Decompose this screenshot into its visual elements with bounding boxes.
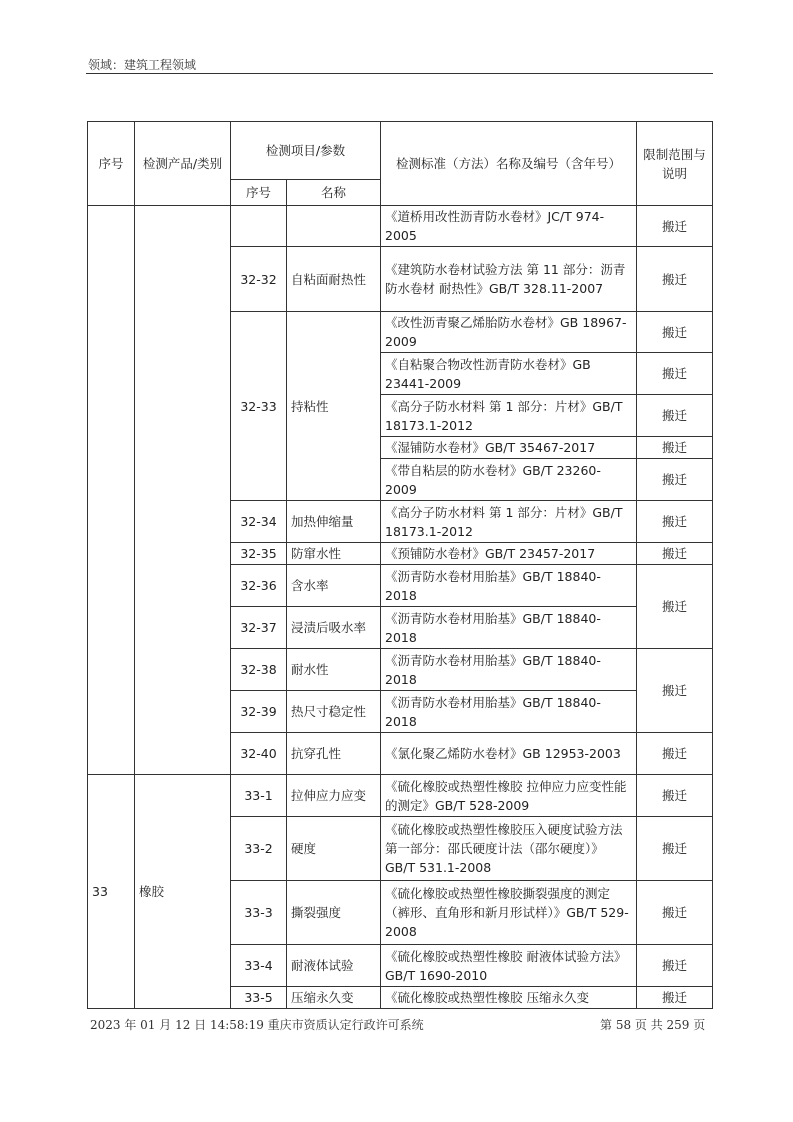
item-name-cell: [287, 206, 381, 247]
item-no-cell: 32-35: [231, 543, 287, 565]
limit-cell: 搬迁: [637, 395, 713, 437]
item-name-cell: 持粘性: [287, 312, 381, 501]
item-no-cell: 33-2: [231, 817, 287, 881]
item-no-cell: 32-39: [231, 691, 287, 733]
table-row: [88, 206, 713, 247]
item-name-cell: 抗穿孔性: [287, 733, 381, 775]
standard-cell: 《自粘聚合物改性沥青防水卷材》GB 23441-2009: [381, 353, 637, 395]
limit-cell: 搬迁: [637, 881, 713, 945]
category-cell: [135, 206, 231, 775]
standard-cell: 《氯化聚乙烯防水卷材》GB 12953-2003: [381, 733, 637, 775]
item-no-cell: 32-34: [231, 501, 287, 543]
header-item-seq: 序号: [231, 180, 287, 206]
header-category: 检测产品/类别: [135, 122, 231, 206]
limit-cell: 搬迁: [637, 543, 713, 565]
standard-cell: 《沥青防水卷材用胎基》GB/T 18840-2018: [381, 649, 637, 691]
table-header-row: [88, 122, 713, 180]
item-name-cell: 自粘面耐热性: [287, 247, 381, 312]
standard-cell: 《湿铺防水卷材》GB/T 35467-2017: [381, 437, 637, 459]
item-no-cell: 32-40: [231, 733, 287, 775]
limit-cell: 搬迁: [637, 459, 713, 501]
item-no-cell: 33-4: [231, 945, 287, 987]
header-items: 检测项目/参数: [231, 122, 381, 180]
category-cell: 橡胶: [135, 775, 231, 1009]
item-name-cell: 加热伸缩量: [287, 501, 381, 543]
limit-cell: 搬迁: [637, 437, 713, 459]
item-name-cell: 拉伸应力应变: [287, 775, 381, 817]
item-no-cell: 32-33: [231, 312, 287, 501]
footer-page-number: 第 58 页 共 259 页: [600, 1018, 706, 1032]
standard-cell: 《带自粘层的防水卷材》GB/T 23260-2009: [381, 459, 637, 501]
standard-cell: 《改性沥青聚乙烯胎防水卷材》GB 18967-2009: [381, 312, 637, 353]
standard-cell: 《硫化橡胶或热塑性橡胶撕裂强度的测定（裤形、直角形和新月形试样）》GB/T 529-2008: [381, 881, 637, 945]
standard-cell: 《沥青防水卷材用胎基》GB/T 18840-2018: [381, 607, 637, 649]
limit-cell: 搬迁: [637, 945, 713, 987]
limit-cell: 搬迁: [637, 353, 713, 395]
item-no-cell: 32-36: [231, 565, 287, 607]
limit-cell: 搬迁: [637, 817, 713, 881]
seq-cell: [88, 206, 135, 775]
item-name-cell: 防窜水性: [287, 543, 381, 565]
item-no-cell: 33-5: [231, 987, 287, 1009]
limit-cell: 搬迁: [637, 987, 713, 1009]
limit-cell: 搬迁: [637, 565, 713, 649]
standard-cell: 《沥青防水卷材用胎基》GB/T 18840-2018: [381, 565, 637, 607]
standard-cell: 《道桥用改性沥青防水卷材》JC/T 974-2005: [381, 206, 637, 247]
item-name-cell: 浸渍后吸水率: [287, 607, 381, 649]
limit-cell: 搬迁: [637, 733, 713, 775]
standard-cell: 《沥青防水卷材用胎基》GB/T 18840-2018: [381, 691, 637, 733]
header-limit: 限制范围与说明: [637, 122, 713, 206]
header-item-name: 名称: [287, 180, 381, 206]
standard-cell: 《预铺防水卷材》GB/T 23457-2017: [381, 543, 637, 565]
item-name-cell: 含水率: [287, 565, 381, 607]
item-name-cell: 压缩永久变: [287, 987, 381, 1009]
item-no-cell: 33-3: [231, 881, 287, 945]
item-no-cell: 33-1: [231, 775, 287, 817]
limit-cell: 搬迁: [637, 501, 713, 543]
limit-cell: 搬迁: [637, 312, 713, 353]
limit-cell: 搬迁: [637, 775, 713, 817]
limit-cell: 搬迁: [637, 206, 713, 247]
limit-cell: 搬迁: [637, 649, 713, 733]
item-no-cell: 32-38: [231, 649, 287, 691]
header-seq: 序号: [88, 122, 135, 206]
standard-cell: 《高分子防水材料 第 1 部分：片材》GB/T 18173.1-2012: [381, 395, 637, 437]
item-name-cell: 耐水性: [287, 649, 381, 691]
standard-cell: 《建筑防水卷材试验方法 第 11 部分：沥青防水卷材 耐热性》GB/T 328.11-2007: [381, 247, 637, 312]
item-no-cell: 32-37: [231, 607, 287, 649]
header-standard: 检测标准（方法）名称及编号（含年号）: [381, 122, 637, 206]
standard-cell: 《硫化橡胶或热塑性橡胶 拉伸应力应变性能的测定》GB/T 528-2009: [381, 775, 637, 817]
item-name-cell: 撕裂强度: [287, 881, 381, 945]
header-rule: [86, 73, 713, 74]
item-no-cell: 32-32: [231, 247, 287, 312]
item-name-cell: 硬度: [287, 817, 381, 881]
page-header: 领域：建筑工程领域: [88, 58, 197, 72]
accreditation-table: [87, 121, 713, 1009]
item-name-cell: 热尺寸稳定性: [287, 691, 381, 733]
standard-cell: 《高分子防水材料 第 1 部分：片材》GB/T 18173.1-2012: [381, 501, 637, 543]
item-no-cell: [231, 206, 287, 247]
seq-cell: 33: [88, 775, 135, 1009]
table-row: [88, 775, 713, 817]
item-name-cell: 耐液体试验: [287, 945, 381, 987]
standard-cell: 《硫化橡胶或热塑性橡胶压入硬度试验方法第一部分：邵氏硬度计法（邵尔硬度）》GB/T 531.1-2008: [381, 817, 637, 881]
standard-cell: 《硫化橡胶或热塑性橡胶 耐液体试验方法》GB/T 1690-2010: [381, 945, 637, 987]
limit-cell: 搬迁: [637, 247, 713, 312]
footer-timestamp: 2023 年 01 月 12 日 14:58:19 重庆市资质认定行政许可系统: [90, 1018, 424, 1032]
standard-cell: 《硫化橡胶或热塑性橡胶 压缩永久变: [381, 987, 637, 1009]
